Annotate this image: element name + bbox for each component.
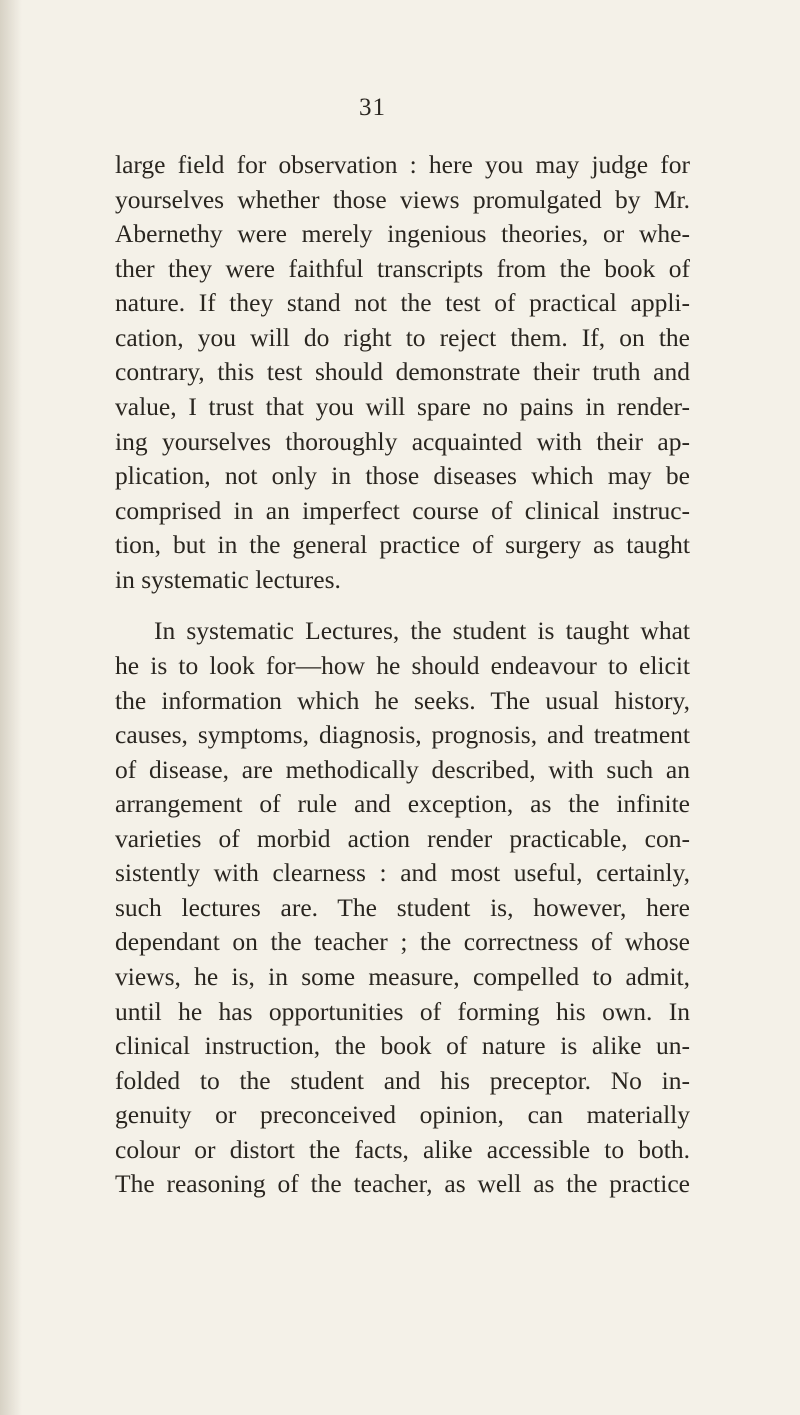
text-line: such lectures are. The student is, however, here bbox=[115, 893, 690, 922]
text-line: arrangement of rule and exception, as the infinite bbox=[115, 789, 690, 818]
text-line: In systematic Lectures, the student is taught what bbox=[154, 616, 690, 645]
text-line: he is to look for—how he should endeavour to elicit bbox=[115, 651, 690, 680]
text-line: folded to the student and his preceptor. No in- bbox=[115, 1066, 690, 1095]
text-line: contrary, this test should demonstrate their truth and bbox=[115, 357, 690, 386]
text-line: clinical instruction, the book of nature is alike un- bbox=[115, 1031, 690, 1060]
text-line: large field for observation : here you may judge for bbox=[115, 150, 690, 179]
text-line: ther they were faithful transcripts from the book of bbox=[115, 254, 690, 283]
text-line: cation, you will do right to reject them. If, on the bbox=[115, 323, 690, 352]
text-line: dependant on the teacher ; the correctness of whose bbox=[115, 927, 690, 956]
text-line: plication, not only in those diseases which may be bbox=[115, 461, 690, 490]
text-line: causes, symptoms, diagnosis, prognosis, and treatment bbox=[115, 720, 690, 749]
text-line: varieties of morbid action render practicable, con- bbox=[115, 824, 690, 853]
text-line: yourselves whether those views promulgated by Mr. bbox=[115, 185, 690, 214]
text-line: The reasoning of the teacher, as well as the practice bbox=[115, 1169, 690, 1198]
text-line: ing yourselves thoroughly acquainted with their ap- bbox=[115, 427, 690, 456]
text-line: the information which he seeks. The usual history, bbox=[115, 686, 690, 715]
text-line: of disease, are methodically described, with such an bbox=[115, 755, 690, 784]
text-line: colour or distort the facts, alike accessible to both. bbox=[115, 1135, 690, 1164]
text-line: until he has opportunities of forming his own. In bbox=[115, 997, 690, 1026]
text-line: value, I trust that you will spare no pains in render- bbox=[115, 392, 690, 421]
text-line: genuity or preconceived opinion, can materially bbox=[115, 1100, 690, 1129]
text-line: in systematic lectures. bbox=[115, 565, 341, 594]
text-line: comprised in an imperfect course of clinical instruc- bbox=[115, 496, 690, 525]
page-gutter-shadow bbox=[0, 0, 22, 1415]
page-number: 31 bbox=[359, 94, 386, 121]
text-line: Abernethy were merely ingenious theories, or whe- bbox=[115, 219, 690, 248]
text-line: views, he is, in some measure, compelled to admit, bbox=[115, 962, 690, 991]
text-line: sistently with clearness : and most useful, certainly, bbox=[115, 858, 690, 887]
text-line: tion, but in the general practice of surgery as taught bbox=[115, 530, 690, 559]
text-line: nature. If they stand not the test of practical appli- bbox=[115, 288, 690, 317]
